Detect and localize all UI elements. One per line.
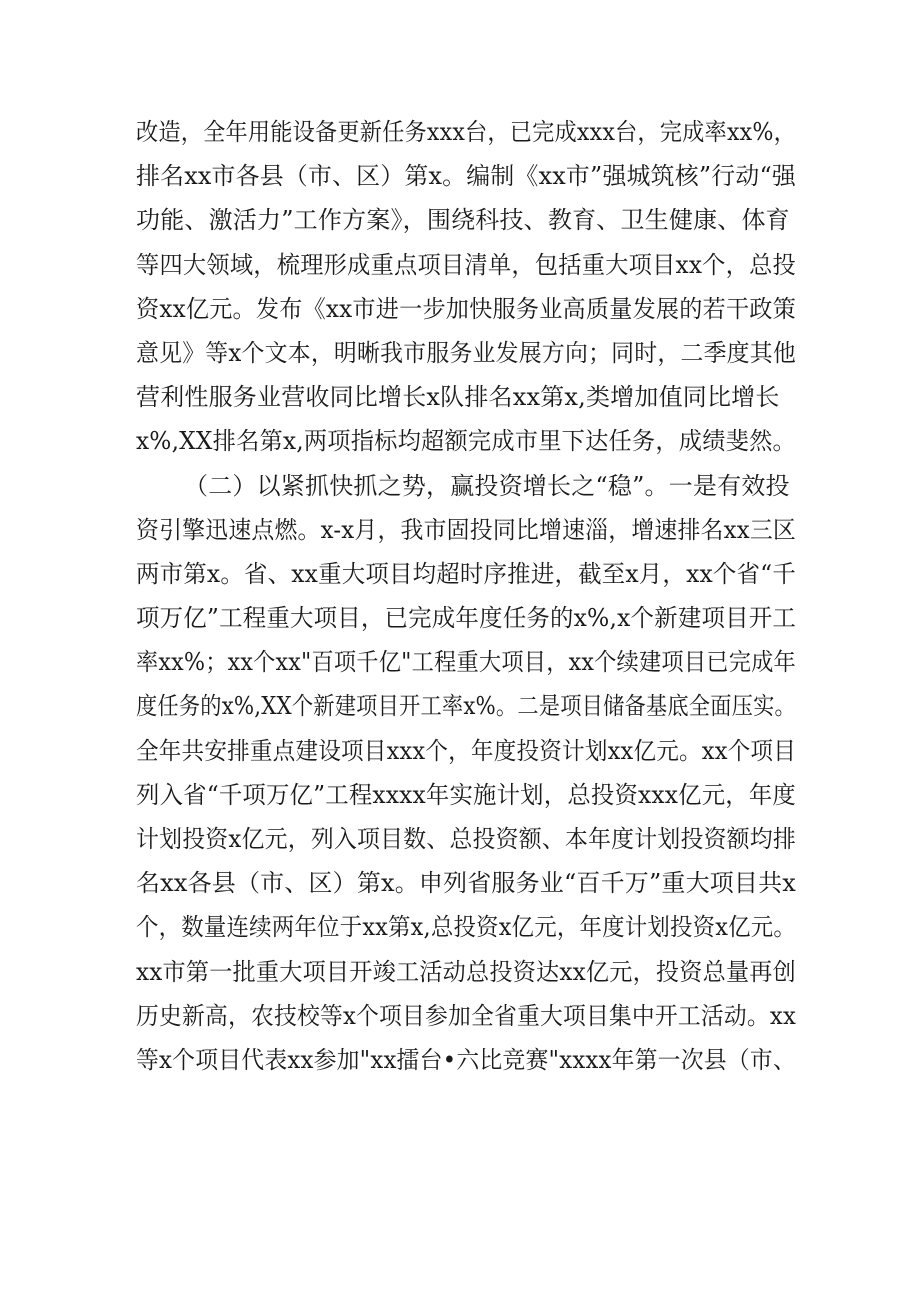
text-line: 资xx亿元。发布《xx市进一步加快服务业高质量发展的若干政策 <box>136 294 796 323</box>
text-line: 度任务的x%,XX个新建项目开工率x%。二是项目储备基底全面压实。 <box>136 692 796 721</box>
text-line: 等四大领域，梳理形成重点项目清单，包括重大项目xx个，总投 <box>136 250 796 279</box>
text-line: 两市第x。省、xx重大项目均超时序推进，截至x月，xx个省“千 <box>136 559 796 588</box>
text-line: x%,XX排名第x,两项指标均超额完成市里下达任务，成绩斐然。 <box>136 427 796 456</box>
text-line: 意见》等x个文本，明晰我市服务业发展方向；同时，二季度其他 <box>136 338 796 367</box>
text-line: 名xx各县（市、区）第x。申列省服务业“百千万”重大项目共x <box>136 869 796 898</box>
text-line: 率xx%；xx个xx"百项千亿"工程重大项目，xx个续建项目已完成年 <box>136 648 796 677</box>
text-line: 等x个项目代表xx参加"xx擂台•六比竞赛"xxxx年第一次县（市、 <box>136 1045 796 1074</box>
section-heading-line: （二）以紧抓快抓之势，赢投资增长之“稳”。一是有效投 <box>184 471 790 500</box>
text-line: 功能、激活力”工作方案》，围绕科技、教育、卫生健康、体育 <box>136 206 790 235</box>
text-line: 全年共安排重点建设项目xxx个，年度投资计划xx亿元。xx个项目 <box>136 736 796 765</box>
text-line: 资引擎迅速点燃。x-x月，我市固投同比增速淄，增速排名xx三区 <box>136 515 796 544</box>
text-line: 计划投资x亿元，列入项目数、总投资额、本年度计划投资额均排 <box>136 825 796 853</box>
text-line: 排名xx市各县（市、区）第x。编制《xx市”强城筑核”行动“强 <box>136 162 796 191</box>
text-line: xx市第一批重大项目开竣工活动总投资达xx亿元，投资总量再创 <box>136 957 796 986</box>
text-line: 改造，全年用能设备更新任务xxx台，已完成xxx台，完成率xx%， <box>136 118 796 146</box>
body-text <box>136 110 796 1082</box>
text-line: 个，数量连续两年位于xx第x,总投资x亿元，年度计划投资x亿元。 <box>136 913 796 942</box>
text-line: 列入省“千项万亿”工程xxxx年实施计划，总投资xxx亿元，年度 <box>136 780 796 809</box>
text-line: 项万亿”工程重大项目，已完成年度任务的x%,x个新建项目开工 <box>136 604 796 633</box>
text-line: 营利性服务业营收同比增长x队排名xx第x,类增加值同比增长 <box>136 383 780 412</box>
text-line: 历史新高，农技校等x个项目参加全省重大项目集中开工活动。xx <box>136 1001 796 1030</box>
